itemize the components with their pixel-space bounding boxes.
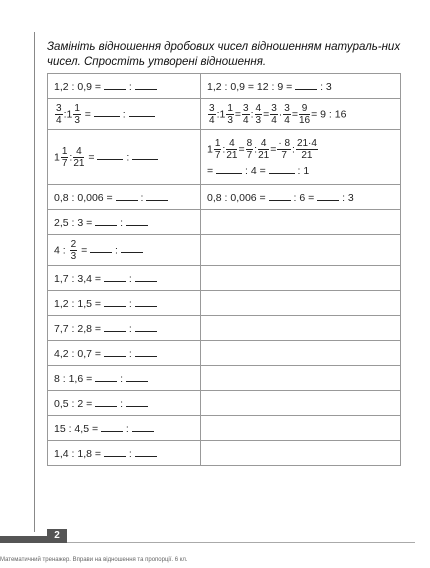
table-row [48, 99, 401, 130]
empty-cell [201, 366, 401, 391]
table-row [48, 235, 401, 266]
empty-cell [201, 391, 401, 416]
exercise-cell: $\frac{3}{4}$ :1 $\frac{1}{3}$ = : [48, 99, 201, 130]
exercise-cell: 15 : 4,5 = : [48, 416, 201, 441]
empty-cell [201, 266, 401, 291]
table-row [48, 416, 401, 441]
exercise-table [47, 73, 401, 466]
empty-cell [201, 316, 401, 341]
exercise-cell: 4,2 : 0,7 = : [48, 341, 201, 366]
exercise-cell: 0,8 : 0,006 = : [48, 185, 201, 210]
exercise-cell: 1,2 : 0,9 = : [48, 74, 201, 99]
exercise-cell: 0,5 : 2 = : [48, 391, 201, 416]
table-row [48, 391, 401, 416]
exercise-cell: 1,7 : 3,4 = : [48, 266, 201, 291]
exercise-cell: 8 : 1,6 = : [48, 366, 201, 391]
exercise-cell: 1 $\frac{1}{7}$ : $\frac{4}{21}$ = : [48, 130, 201, 185]
example-cell: $\frac{3}{4}$ :1 $\frac{1}{3}$ = $\frac{3}{4}$ : $\frac{4}{3}$ = $\frac{3}{4}$ · $\frac{3}{4}$ = $\frac{9}{16}$ = 9 : 16 [201, 99, 401, 130]
table-row [48, 441, 401, 466]
empty-cell [201, 210, 401, 235]
table-row [48, 341, 401, 366]
empty-cell [201, 416, 401, 441]
table-row [48, 74, 401, 99]
exercise-cell: 7,7 : 2,8 = : [48, 316, 201, 341]
footer-rule [67, 542, 415, 543]
footer-caption: Математичний тренажер. Вправи на відношення та пропорції. 6 кл. [0, 557, 188, 563]
table-row [48, 316, 401, 341]
exercise-cell: 4 : $\frac{2}{3}$ = : [48, 235, 201, 266]
empty-cell [201, 441, 401, 466]
page-number: 2 [47, 529, 67, 543]
table-row [48, 366, 401, 391]
exercise-cell: 1,4 : 1,8 = : [48, 441, 201, 466]
example-cell: 1,2 : 0,9 = 12 : 9 = : 3 [201, 74, 401, 99]
table-row [48, 266, 401, 291]
table-row [48, 185, 401, 210]
empty-cell [201, 235, 401, 266]
table-row [48, 291, 401, 316]
exercise-cell: 1,2 : 1,5 = : [48, 291, 201, 316]
exercise-cell: 2,5 : 3 = : [48, 210, 201, 235]
footer-bar [0, 536, 47, 543]
example-cell: 1 $\frac{1}{7}$ : $\frac{4}{21}$ = $\frac{8}{7}$ : $\frac{4}{21}$ = $\frac{\cdot 8}{7}$ : $\frac{21\cdot 4}{21}$ = : 4 = : 1 [201, 130, 401, 185]
table-row [48, 210, 401, 235]
empty-cell [201, 291, 401, 316]
example-cell: 0,8 : 0,006 = : 6 = : 3 [201, 185, 401, 210]
task-instruction: Замініть відношення дробових чисел відношенням натураль-них чисел. Спростіть утворені відношення. [47, 41, 401, 68]
empty-cell [201, 341, 401, 366]
table-row [48, 130, 401, 185]
